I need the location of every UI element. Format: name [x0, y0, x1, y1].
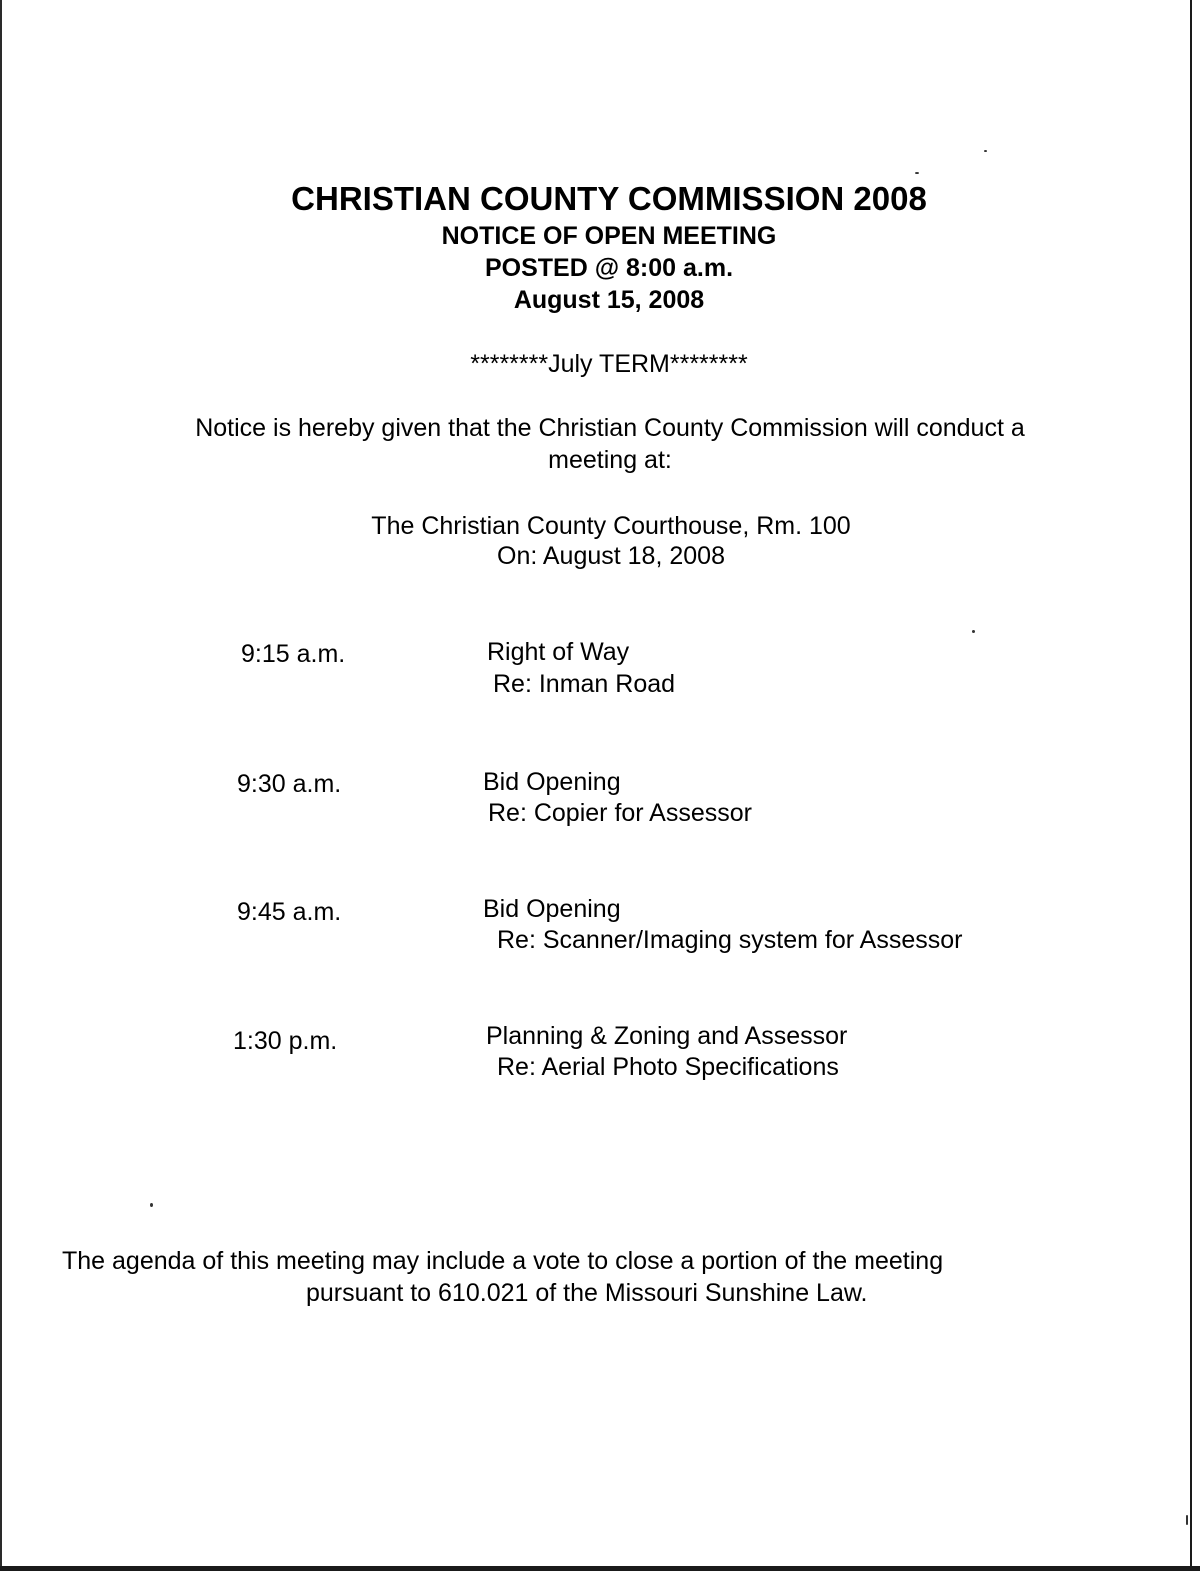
- scan-edge-left: [0, 0, 2, 1571]
- agenda-item-re: Re: Scanner/Imaging system for Assessor: [497, 926, 963, 954]
- agenda-time: 9:45 a.m.: [237, 898, 342, 926]
- posted-time: POSTED @ 8:00 a.m.: [484, 254, 734, 282]
- notice-text-line1: Notice is hereby given that the Christian County Commission will conduct a: [195, 414, 1025, 442]
- scan-speck: [984, 150, 987, 152]
- agenda-time: 1:30 p.m.: [233, 1027, 338, 1055]
- notice-heading: NOTICE OF OPEN MEETING: [441, 222, 777, 250]
- scan-edge-bottom: [0, 1566, 1200, 1571]
- agenda-time: 9:30 a.m.: [237, 770, 342, 798]
- agenda-item-title: Planning & Zoning and Assessor: [486, 1022, 848, 1050]
- agenda-item-title: Bid Opening: [483, 768, 621, 796]
- agenda-item-title: Bid Opening: [483, 895, 621, 923]
- term-label: ********July TERM********: [470, 350, 748, 378]
- scan-speck: [972, 630, 975, 633]
- agenda-item-re: Re: Copier for Assessor: [488, 799, 752, 827]
- meeting-date: On: August 18, 2008: [497, 542, 725, 570]
- scan-speck: [915, 172, 919, 174]
- scan-speck: [1186, 1515, 1188, 1525]
- footer-line1: The agenda of this meeting may include a vote to close a portion of the meeting: [62, 1247, 944, 1275]
- meeting-location: The Christian County Courthouse, Rm. 100: [371, 512, 851, 540]
- document-title: CHRISTIAN COUNTY COMMISSION 2008: [291, 180, 927, 217]
- scan-speck: [150, 1203, 153, 1207]
- agenda-item-title: Right of Way: [487, 638, 630, 666]
- notice-text-line2: meeting at:: [548, 446, 672, 474]
- agenda-time: 9:15 a.m.: [241, 640, 346, 668]
- agenda-item-re: Re: Aerial Photo Specifications: [497, 1053, 839, 1081]
- footer-line2: pursuant to 610.021 of the Missouri Sunshine Law.: [306, 1279, 868, 1307]
- agenda-item-re: Re: Inman Road: [493, 670, 676, 698]
- posted-date: August 15, 2008: [513, 286, 705, 314]
